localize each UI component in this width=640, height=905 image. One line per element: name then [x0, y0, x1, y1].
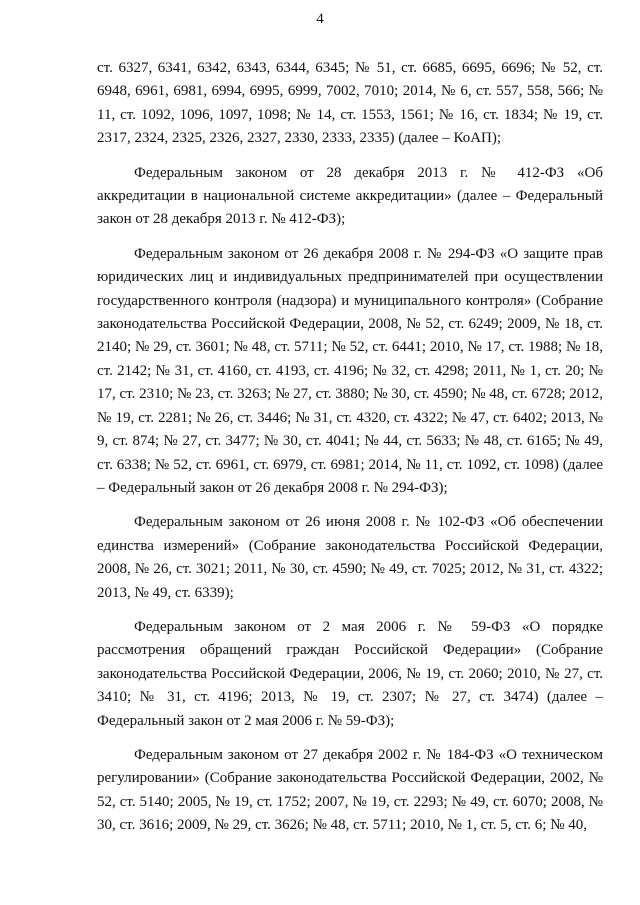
paragraph-law-102: Федеральным законом от 26 июня 2008 г. № 102-ФЗ «Об обеспечении единства измерений» (Собрание законодательства Российской Федерации, 2008, № 26, ст. 3021; 2011, № 30, ст. 4590; № 49, ст. 7025; 2012, № 31, ст. 4322; 2013, № 49, ст. 6339); [97, 514, 603, 601]
paragraph-koap-continuation: ст. 6327, 6341, 6342, 6343, 6344, 6345; № 51, ст. 6685, 6695, 6696; № 52, ст. 6948, 6961, 6981, 6994, 6995, 6999, 7002, 7010; 2014, № 6, ст. 557, 558, 566; № 11, ст. 1092, 1096, 1097, 1098; № 14, ст. 1553, 1561; № 16, ст. 1834; № 19, ст. 2317, 2324, 2325, 2326, 2327, 2330, 2333, 2335) (далее – КоАП); [97, 60, 603, 147]
paragraph-law-412: Федеральным законом от 28 декабря 2013 г. № 412-ФЗ «Об аккредитации в национальной системе аккредитации» (далее – Федеральный закон от 28 декабря 2013 г. № 412-ФЗ); [97, 164, 603, 228]
paragraph-law-184: Федеральным законом от 27 декабря 2002 г. № 184-ФЗ «О техническом регулировании» (Собрание законодательства Российской Федерации, 2002, № 52, ст. 5140; 2005, № 19, ст. 1752; 2007, № 19, ст. 2293; № 49, ст. 6070; 2008, № 30, ст. 3616; 2009, № 29, ст. 3626; № 48, ст. 5711; 2010, № 1, ст. 5, ст. 6; № 40, [97, 746, 603, 834]
paragraph-law-59: Федеральным законом от 2 мая 2006 г. № 59-ФЗ «О порядке рассмотрения обращений граждан Российской Федерации» (Собрание законодательства Российской Федерации, 2006, № 19, ст. 2060; 2010, № 27, ст. 3410; № 31, ст. 4196; 2013, № 19, ст. 2307; № 27, ст. 3474) (далее – Федеральный закон от 2 мая 2006 г. № 59-ФЗ); [97, 618, 603, 729]
document-body [97, 57, 603, 838]
paragraph-law-294: Федеральным законом от 26 декабря 2008 г. № 294-ФЗ «О защите прав юридических лиц и индивидуальных предпринимателей при осуществлении государственного контроля (надзора) и муниципального контроля» (Собрание законодательства Российской Федерации, 2008, № 52, ст. 6249; 2009, № 18, ст. 2140; № 29, ст. 3601; № 48, ст. 5711; № 52, ст. 6441; 2010, № 17, ст. 1988; № 18, ст. 2142; № 31, ст. 4160, ст. 4193, ст. 4196; № 32, ст. 4298; 2011, № 1, ст. 20; № 17, ст. 2310; № 23, ст. 3263; № 27, ст. 3880; № 30, ст. 4590; № 48, ст. 6728; 2012, № 19, ст. 2281; № 26, ст. 3446; № 31, ст. 4320, ст. 4322; № 47, ст. 6402; 2013, № 9, ст. 874; № 27, ст. 3477; № 30, ст. 4041; № 44, ст. 5633; № 48, ст. 6165; № 49, ст. 6338; № 52, ст. 6961, ст. 6979, ст. 6981; 2014, № 11, ст. 1092, ст. 1098) (далее – Федеральный закон от 26 декабря 2008 г. № 294-ФЗ); [97, 245, 604, 496]
page-number: 4 [316, 11, 324, 27]
